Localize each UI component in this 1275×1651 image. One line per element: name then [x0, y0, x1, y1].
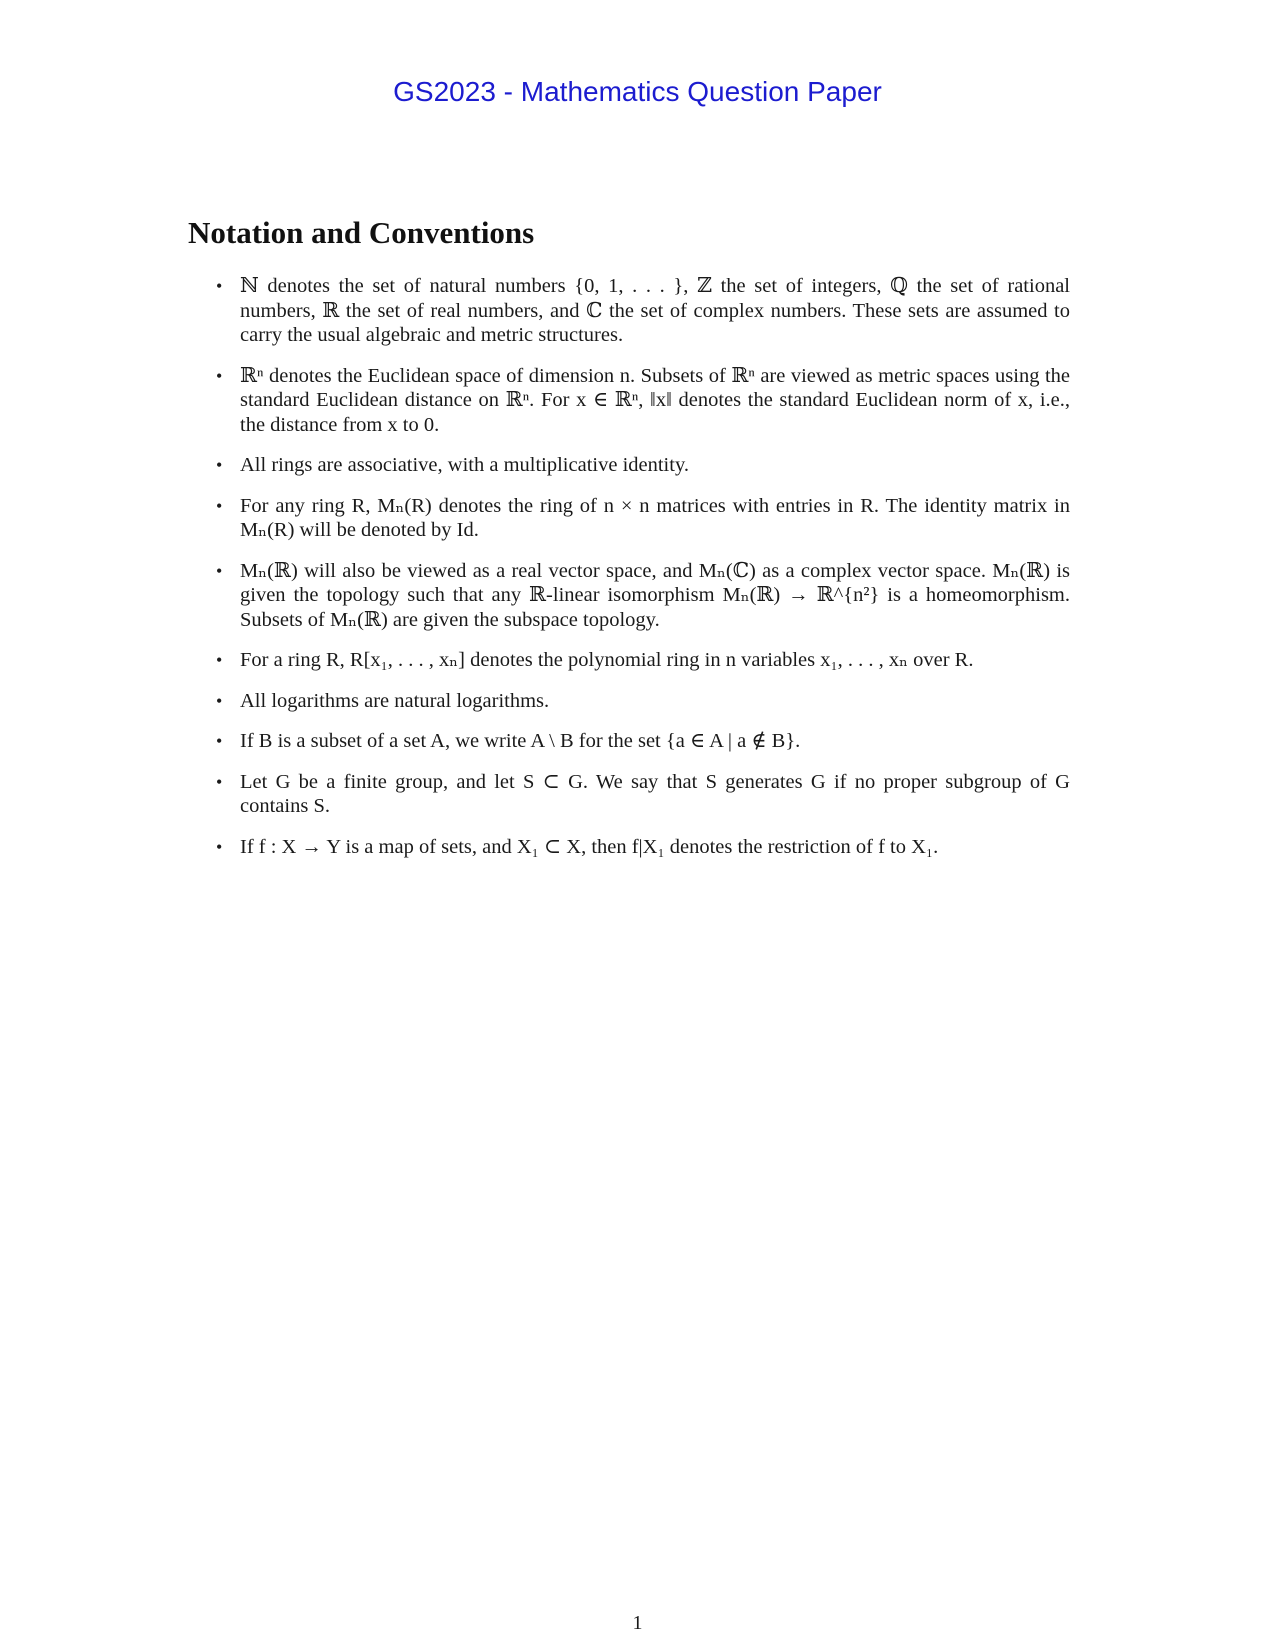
list-item-text: If B is a subset of a set A, we write A \ B for the set {a ∈ A | a ∉ B}. — [240, 730, 801, 752]
bullet-icon: • — [216, 771, 223, 792]
bullet-icon: • — [216, 276, 223, 296]
document-header-title: GS2023 - Mathematics Question Paper — [393, 76, 882, 107]
list-item — [188, 770, 1070, 819]
bullet-icon: • — [216, 455, 223, 475]
bullet-icon: • — [216, 731, 223, 751]
bullet-icon: • — [216, 650, 223, 670]
section-title: Notation and Conventions — [188, 215, 535, 250]
list-item-text: All logarithms are natural logarithms. — [240, 689, 550, 712]
list-item-text: For a ring R, R[x₁, . . . , xₙ] denotes the polynomial ring in n variables x₁, . . . , xₙ over R. — [240, 649, 974, 671]
list-item — [188, 689, 1070, 714]
bullet-icon: • — [216, 495, 223, 516]
list-item — [188, 835, 1070, 860]
list-item-text: ℕ denotes the set of natural numbers {0, 1, . . . }, ℤ the set of integers, ℚ the set of rational numbers, ℝ the set of real numbers, and ℂ the set of complex numbers. These sets are assumed to carry the usual algebraic and metric structures. — [240, 275, 1070, 346]
list-item — [188, 453, 1070, 478]
conventions-list — [188, 274, 1070, 875]
list-item — [188, 648, 1070, 673]
list-item-text: Let G be a finite group, and let S ⊂ G. We say that S generates G if no proper subgroup of G contains S. — [240, 770, 1070, 817]
bullet-icon: • — [216, 560, 223, 581]
bullet-icon: • — [216, 836, 223, 857]
list-item-text: Mₙ(ℝ) will also be viewed as a real vector space, and Mₙ(ℂ) as a complex vector space. Mₙ(ℝ) is given the topology such that any ℝ-linear isomorphism Mₙ(ℝ) → ℝ^{n²} is a homeomorphism. Subsets of Mₙ(ℝ) are given the subspace topology. — [240, 559, 1070, 631]
bullet-icon: • — [216, 365, 223, 386]
list-item-text: For any ring R, Mₙ(R) denotes the ring of n × n matrices with entries in R. The identity matrix in Mₙ(R) will be denoted by Id. — [240, 494, 1070, 541]
bullet-icon: • — [216, 690, 223, 711]
list-item — [188, 494, 1070, 543]
list-item — [188, 364, 1070, 438]
list-item — [188, 274, 1070, 348]
list-item-text: If f : X → Y is a map of sets, and X₁ ⊂ X, then f|X₁ denotes the restriction of f to X₁. — [240, 835, 939, 858]
list-item-text: ℝⁿ denotes the Euclidean space of dimension n. Subsets of ℝⁿ are viewed as metric spaces using the standard Euclidean distance on ℝⁿ. For x ∈ ℝⁿ, ‖x‖ denotes the standard Euclidean norm of x, i.e., the distance from x to 0. — [240, 364, 1070, 436]
list-item — [188, 729, 1070, 754]
list-item — [188, 559, 1070, 633]
list-item-text: All rings are associative, with a multiplicative identity. — [240, 454, 689, 476]
page-number: 1 — [632, 1612, 643, 1634]
